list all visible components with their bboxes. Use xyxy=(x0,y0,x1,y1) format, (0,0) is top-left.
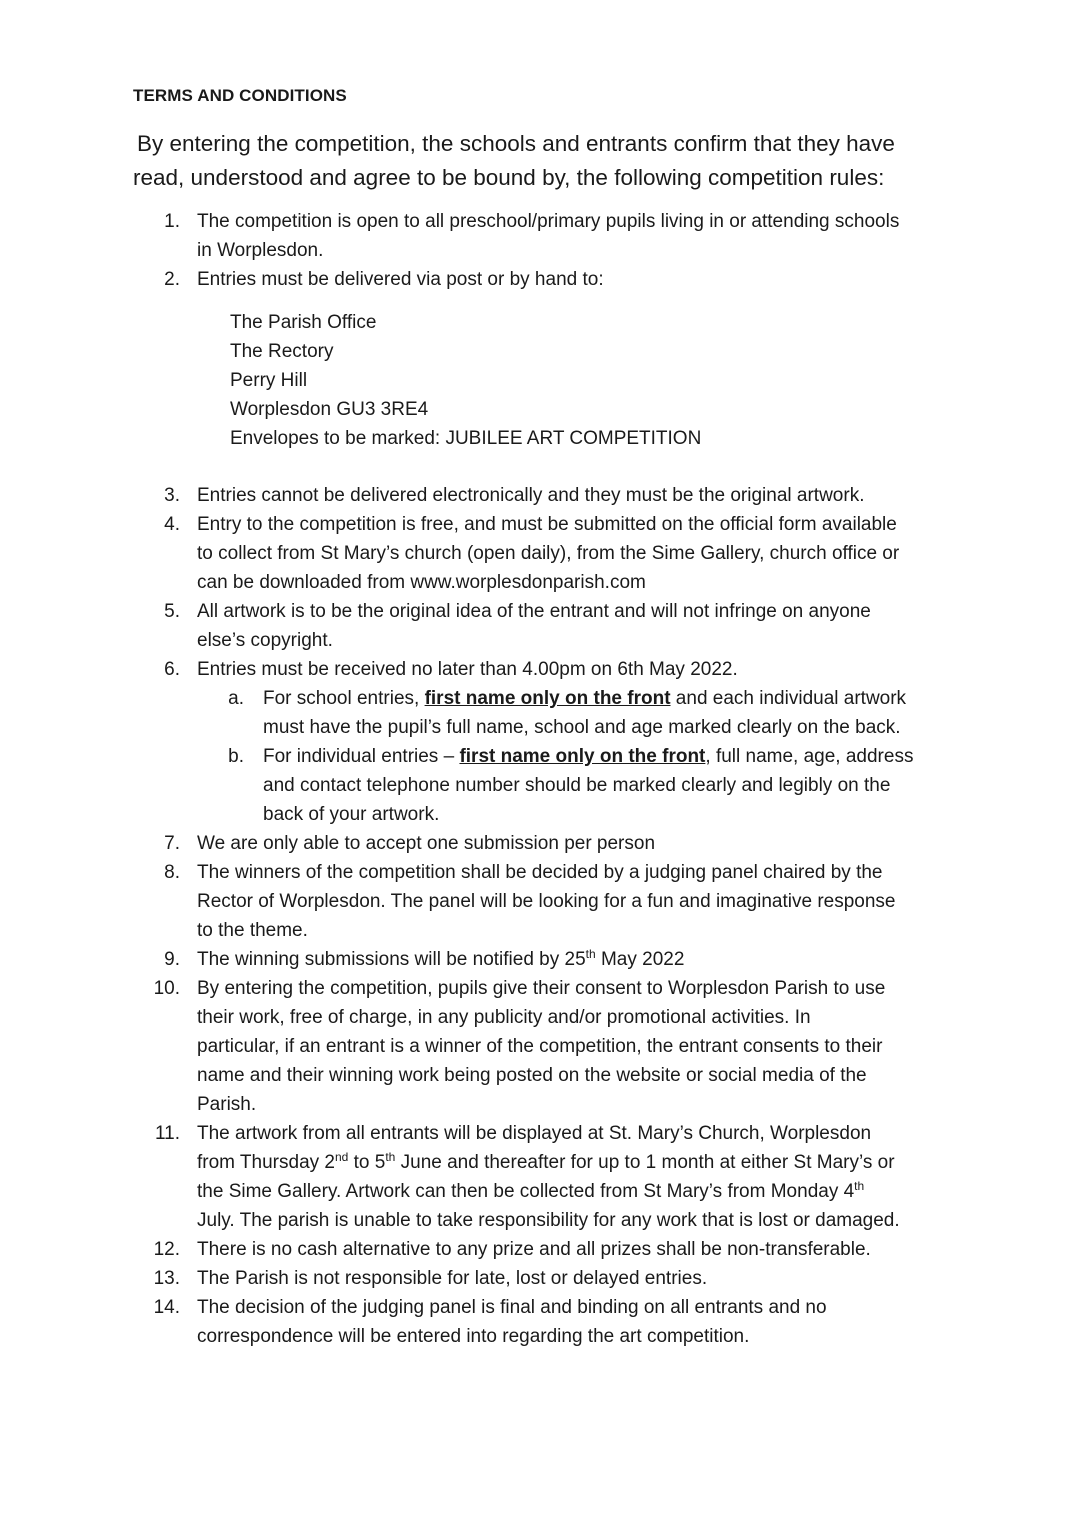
item-text: Entries must be delivered via post or by hand to: xyxy=(197,269,604,290)
address-line: Perry Hill xyxy=(230,370,308,391)
item-number: 5. xyxy=(164,601,180,622)
sub-item-text: and contact telephone number should be marked clearly and legibly on the xyxy=(263,775,891,796)
sub-item-text: must have the pupil’s full name, school and age marked clearly on the back. xyxy=(263,717,901,738)
item-text: Entry to the competition is free, and must be submitted on the official form available xyxy=(197,514,897,535)
intro-paragraph xyxy=(133,127,963,195)
sub-item-text: and each individual artwork xyxy=(670,688,907,709)
emphasis-text: first name only on the front xyxy=(424,688,671,709)
item-text: can be downloaded from www.worplesdonparish.com xyxy=(197,572,646,593)
item-text: to the theme. xyxy=(197,920,308,941)
item-number: 2. xyxy=(164,269,180,290)
item-number: 13. xyxy=(153,1268,180,1289)
page-heading: TERMS AND CONDITIONS xyxy=(133,86,347,105)
address-line: The Rectory xyxy=(230,341,334,362)
item-text: their work, free of charge, in any publicity and/or promotional activities. In xyxy=(197,1007,811,1028)
item-number: 9. xyxy=(164,949,180,970)
item-number: 11. xyxy=(154,1123,180,1144)
item-text: The competition is open to all preschool/primary pupils living in or attending schools xyxy=(197,211,900,232)
item-text: Entries cannot be delivered electronically and they must be the original artwork. xyxy=(197,485,865,506)
item-text: Entries must be received no later than 4.00pm on 6th May 2022. xyxy=(197,659,738,680)
item-text: There is no cash alternative to any prize and all prizes shall be non-transferable. xyxy=(197,1239,871,1260)
ordinal-suffix: th xyxy=(385,1150,396,1164)
address-line: The Parish Office xyxy=(230,312,377,333)
sub-item-text: , full name, age, address xyxy=(705,746,914,767)
sub-item-letter: b. xyxy=(228,746,244,767)
item-number: 12. xyxy=(153,1239,180,1260)
item-number: 14. xyxy=(153,1297,180,1318)
item-text: The decision of the judging panel is final and binding on all entrants and no xyxy=(197,1297,827,1318)
item-text: particular, if an entrant is a winner of the competition, the entrant consents to their xyxy=(197,1036,883,1057)
ordinal-suffix: th xyxy=(585,947,596,961)
sub-item-text: back of your artwork. xyxy=(263,804,440,825)
item-text: the Sime Gallery. Artwork can then be collected from St Mary’s from Monday 4 xyxy=(197,1181,855,1202)
item-text: The Parish is not responsible for late, lost or delayed entries. xyxy=(197,1268,708,1289)
intro-line: By entering the competition, the schools and entrants confirm that they have xyxy=(137,131,895,156)
sub-item-letter: a. xyxy=(228,688,244,709)
item-number: 10. xyxy=(153,978,180,999)
item-text: to 5 xyxy=(348,1152,386,1173)
item-text: correspondence will be entered into regarding the art competition. xyxy=(197,1326,750,1347)
emphasis-text: first name only on the front xyxy=(459,746,706,767)
address-line: Envelopes to be marked: JUBILEE ART COMPETITION xyxy=(230,428,702,449)
item-number: 6. xyxy=(164,659,180,680)
item-text: July. The parish is unable to take responsibility for any work that is lost or damaged. xyxy=(197,1210,900,1231)
sub-item-text: For school entries, xyxy=(263,688,425,709)
item-text: name and their winning work being posted on the website or social media of the xyxy=(197,1065,867,1086)
item-text: May 2022 xyxy=(595,949,685,970)
intro-line: read, understood and agree to be bound by, the following competition rules: xyxy=(133,165,885,190)
address-line: Worplesdon GU3 3RE4 xyxy=(230,399,429,420)
item-text: The winning submissions will be notified by 25 xyxy=(197,949,586,970)
item-text: June and thereafter for up to 1 month at either St Mary’s or xyxy=(395,1152,895,1173)
sub-item-text: For individual entries – xyxy=(263,746,460,767)
item-text: We are only able to accept one submission per person xyxy=(197,833,656,854)
item-text: By entering the competition, pupils give their consent to Worplesdon Parish to use xyxy=(197,978,886,999)
item-text: to collect from St Mary’s church (open daily), from the Sime Gallery, church office or xyxy=(197,543,900,564)
item-text: else’s copyright. xyxy=(197,630,333,651)
item-text: in Worplesdon. xyxy=(197,240,324,261)
item-text: from Thursday 2 xyxy=(197,1152,335,1173)
item-number: 3. xyxy=(164,485,180,506)
item-text: Rector of Worplesdon. The panel will be looking for a fun and imaginative response xyxy=(197,891,896,912)
item-text: The winners of the competition shall be decided by a judging panel chaired by the xyxy=(197,862,883,883)
item-number: 1. xyxy=(164,211,180,232)
item-text: Parish. xyxy=(197,1094,257,1115)
item-number: 8. xyxy=(164,862,180,883)
ordinal-suffix: nd xyxy=(334,1150,349,1164)
item-number: 4. xyxy=(164,514,180,535)
ordinal-suffix: th xyxy=(854,1179,865,1193)
item-text: The artwork from all entrants will be displayed at St. Mary’s Church, Worplesdon xyxy=(197,1123,872,1144)
item-text: All artwork is to be the original idea of the entrant and will not infringe on anyone xyxy=(197,601,871,622)
item-number: 7. xyxy=(164,833,180,854)
